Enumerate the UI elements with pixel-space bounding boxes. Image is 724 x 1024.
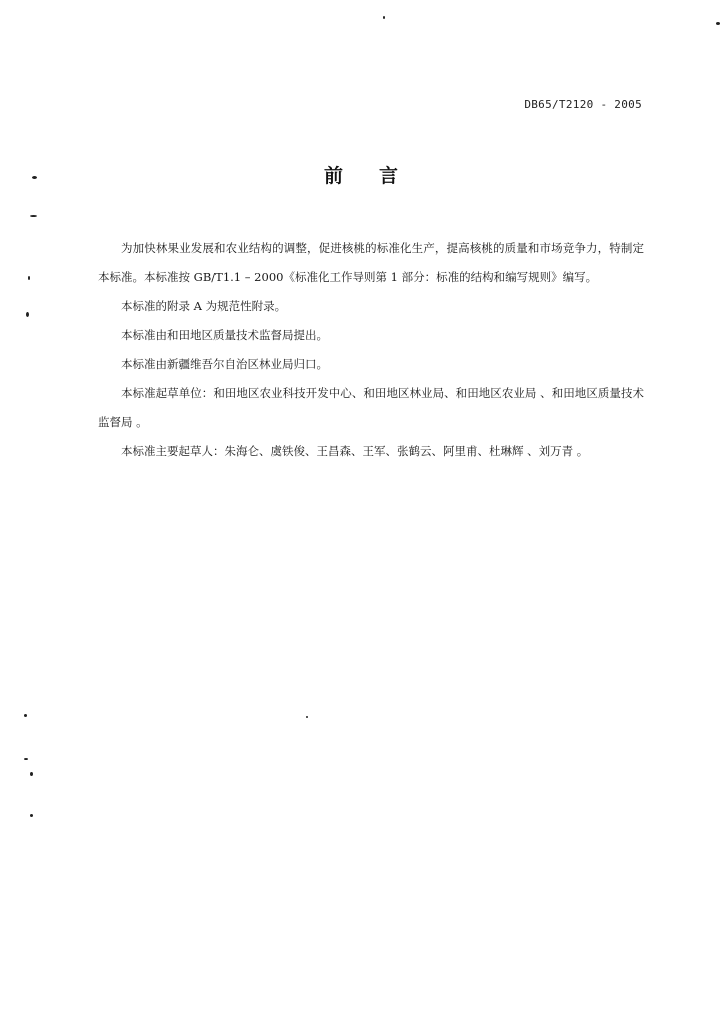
- scan-speck: [26, 312, 29, 317]
- paragraph-administrator: 本标准由新疆维吾尔自治区林业局归口。: [121, 357, 328, 371]
- paragraph-proposer: 本标准由和田地区质量技术监督局提出。: [121, 328, 328, 342]
- title-char-1: 前: [323, 165, 345, 187]
- scan-speck: [24, 758, 28, 760]
- page-title: [0, 161, 724, 188]
- scan-speck: [716, 22, 720, 25]
- paragraph-intro: 为加快林果业发展和农业结构的调整，促进核桃的标准化生产，提高核桃的质量和市场竞争力，特制定本标准。本标准按 GB/T1.1 – 2000《标准化工作导则第 1 部分：标准的结构和编写规则》编写。: [98, 241, 644, 284]
- scan-speck: [30, 772, 33, 776]
- paragraph-appendix: 本标准的附录 A 为规范性附录。: [121, 299, 287, 313]
- scan-speck: [306, 716, 308, 718]
- scan-speck: [24, 714, 27, 717]
- title-char-2: 言: [379, 165, 401, 187]
- scan-speck: [383, 16, 385, 19]
- scan-speck: [28, 276, 30, 280]
- scan-speck: [30, 215, 37, 217]
- paragraph-drafting-units: 本标准起草单位：和田地区农业科技开发中心、和田地区林业局、和田地区农业局 、和田地区质量技术监督局 。: [98, 386, 644, 429]
- scan-speck: [30, 814, 33, 817]
- paragraph-drafters: 本标准主要起草人：朱海仑、虞铁俊、王昌森、王军、张鹤云、阿里甫、杜琳辉 、刘万青 。: [121, 444, 589, 458]
- document-code: DB65/T2120 - 2005: [524, 98, 642, 111]
- scan-speck: [32, 176, 37, 179]
- foreword-body: [98, 234, 644, 466]
